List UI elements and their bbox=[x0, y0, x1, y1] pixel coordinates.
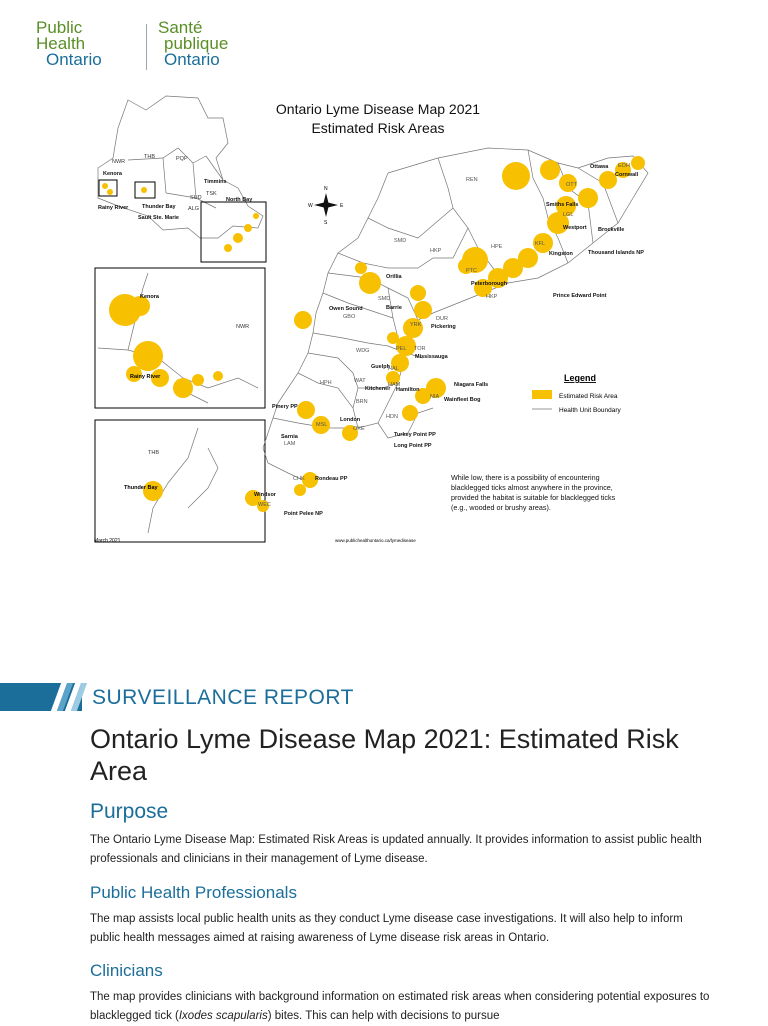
label-ham: HAM bbox=[388, 382, 401, 388]
legend-risk-label: Estimated Risk Area bbox=[559, 393, 618, 400]
purpose-heading: Purpose bbox=[90, 800, 169, 823]
label-hdn: HDN bbox=[386, 414, 398, 420]
label-nwr: NWR bbox=[112, 159, 126, 165]
place-ottawa: Ottawa bbox=[590, 164, 609, 170]
place-guelph: Guelph bbox=[371, 364, 390, 370]
place-barrie: Barrie bbox=[386, 305, 402, 311]
place-pinery: Pinery PP bbox=[272, 404, 298, 410]
place-westport: Westport bbox=[563, 225, 587, 231]
label-hph: HPH bbox=[320, 380, 332, 386]
label-yrk: YRK bbox=[410, 322, 422, 328]
logo-fr-line2: publique bbox=[164, 34, 229, 53]
place-pickering: Pickering bbox=[431, 324, 456, 330]
map-note bbox=[451, 473, 616, 512]
label-lgl: LGL bbox=[563, 212, 574, 218]
purpose-text: The Ontario Lyme Disease Map: Estimated Risk Areas is updated annually. It provides information to assist public health professionals and clinicians in their management of Lyme disease. bbox=[90, 834, 702, 865]
lyme-risk-map bbox=[88, 88, 681, 550]
report-label: SURVEILLANCE REPORT bbox=[92, 686, 354, 709]
place-kitchener: Kitchener bbox=[365, 386, 391, 392]
map-note-line2: blacklegged ticks almost anywhere in the province, bbox=[451, 483, 613, 492]
place-hamilton: Hamilton bbox=[396, 387, 420, 393]
label-oxe: OXE bbox=[353, 426, 365, 432]
label-wat: WAT bbox=[354, 378, 366, 384]
place-sarnia: Sarnia bbox=[281, 434, 298, 440]
label-nwr-inset: NWR bbox=[236, 324, 250, 330]
place-orillia: Orillia bbox=[386, 274, 402, 280]
label-brn: BRN bbox=[356, 399, 368, 405]
logo-divider bbox=[146, 24, 147, 70]
label-gbo: GBO bbox=[343, 314, 356, 320]
place-kingston: Kingston bbox=[549, 251, 573, 257]
label-wdg: WDG bbox=[356, 348, 370, 354]
place-wainfleet-bog: Wainfleet Bog bbox=[444, 397, 481, 403]
logo-fr-line3: Ontario bbox=[164, 50, 220, 69]
place-thousand-islands: Thousand Islands NP bbox=[588, 250, 644, 256]
compass-rose bbox=[308, 186, 344, 226]
label-hpe: HPE bbox=[491, 244, 503, 250]
map-title-line2: Estimated Risk Areas bbox=[311, 120, 445, 136]
place-thunder-bay: Thunder Bay bbox=[124, 485, 158, 491]
compass-n: N bbox=[324, 186, 328, 192]
label-ren: REN bbox=[466, 177, 478, 183]
compass-w: W bbox=[308, 203, 313, 209]
place-point-pelee: Point Pelee NP bbox=[284, 511, 323, 517]
label-lam: LAM bbox=[284, 441, 296, 447]
place-smiths-falls: Smiths Falls bbox=[546, 202, 579, 208]
compass-e: E bbox=[340, 203, 344, 209]
place-sault-small: Sault Ste. Marie bbox=[138, 215, 179, 221]
inset-thunder-bay bbox=[95, 420, 265, 542]
label-tsk: TSK bbox=[206, 191, 217, 197]
label-pel: PEL bbox=[396, 346, 407, 352]
label-ott: OTT bbox=[566, 182, 577, 188]
place-north-bay: North Bay bbox=[226, 197, 253, 203]
label-thb-inset: THB bbox=[148, 450, 159, 456]
clinicians-text bbox=[90, 988, 710, 1026]
label-hal: HAL bbox=[388, 366, 399, 372]
overview-places bbox=[98, 171, 253, 221]
map-title-line1: Ontario Lyme Disease Map 2021 bbox=[275, 101, 481, 117]
label-msl: MSL bbox=[316, 422, 328, 428]
logo-en-line3: Ontario bbox=[46, 50, 102, 69]
map-url: www.publichealthontario.ca/lymedisease bbox=[335, 538, 416, 543]
label-alg: ALG bbox=[188, 206, 200, 212]
place-owen-sound: Owen Sound bbox=[329, 306, 363, 312]
inset-thunder-bay-risk bbox=[143, 481, 163, 501]
place-rainy-river: Rainy River bbox=[130, 374, 161, 380]
place-rainy-river-small: Rainy River bbox=[98, 205, 129, 211]
place-kenora-small: Kenora bbox=[103, 171, 122, 177]
overview-risk bbox=[102, 183, 259, 252]
label-hkp: HKP bbox=[486, 294, 498, 300]
legend-boundary-label: Health Unit Boundary bbox=[559, 407, 621, 414]
logo-english bbox=[36, 20, 102, 68]
logo-fr-line1: Santé bbox=[158, 18, 203, 37]
place-windsor: Windsor bbox=[254, 492, 276, 498]
label-sud: SUD bbox=[190, 195, 202, 201]
compass-s: S bbox=[324, 220, 328, 226]
place-peterborough: Peterborough bbox=[471, 281, 508, 287]
place-cornwall: Cornwall bbox=[615, 172, 639, 178]
place-prince-edward: Prince Edward Point bbox=[553, 293, 607, 299]
label-smd: SMD bbox=[378, 296, 391, 302]
label-chk: CHK bbox=[293, 476, 305, 482]
label-eoh: EOH bbox=[618, 163, 630, 169]
legend-title: Legend bbox=[564, 373, 597, 383]
place-rondeau: Rondeau PP bbox=[315, 476, 348, 482]
logo-en-line1: Public bbox=[36, 18, 83, 37]
public-health-text: The map assists local public health units as they conduct Lyme disease case investigations. It will also help to inform public health messages aimed at raising awareness of Lyme disease risk areas in Ontario. bbox=[90, 913, 683, 944]
label-thb: THB bbox=[144, 154, 155, 160]
pho-logo bbox=[36, 20, 266, 70]
clinicians-text-part1: The map provides clinicians with background information on estimated risk areas when considering potential exposures to blacklegged tick ( bbox=[90, 991, 710, 1022]
map-note-line4: (e.g., wooded or brushy areas). bbox=[451, 503, 551, 512]
public-health-heading: Public Health Professionals bbox=[90, 883, 297, 902]
map-note-line3: provided the habitat is suitable for blacklegged ticks bbox=[451, 493, 616, 502]
place-turkey-point: Turkey Point PP bbox=[394, 432, 436, 438]
place-niagara-falls: Niagara Falls bbox=[454, 382, 489, 388]
clinicians-text-part2: ) bites. This can help with decisions to pursue bbox=[267, 1010, 500, 1022]
label-hkp-north: HKP bbox=[430, 248, 442, 254]
label-wec: WEC bbox=[258, 502, 271, 508]
place-thunder-bay-small: Thunder Bay bbox=[142, 204, 176, 210]
label-pqp: PQP bbox=[176, 156, 188, 162]
place-timmins: Timmins bbox=[204, 179, 227, 185]
main-unit-labels bbox=[258, 163, 630, 508]
map-legend bbox=[532, 373, 622, 414]
label-dur: DUR bbox=[436, 316, 448, 322]
place-long-point: Long Point PP bbox=[394, 443, 432, 449]
overview-inset-box-3 bbox=[201, 202, 266, 262]
label-tor: TOR bbox=[414, 346, 426, 352]
label-nia: NIA bbox=[430, 394, 440, 400]
map-svg bbox=[88, 88, 681, 550]
clinicians-heading: Clinicians bbox=[90, 961, 163, 980]
logo-french bbox=[158, 20, 228, 68]
province-overview bbox=[98, 96, 263, 238]
map-date: March 2021 bbox=[94, 538, 121, 544]
label-ptc: PTC bbox=[466, 268, 477, 274]
main-place-labels bbox=[254, 164, 644, 517]
label-kfl: KFL bbox=[535, 241, 546, 247]
legend-risk-swatch bbox=[532, 390, 552, 399]
map-note-line1: While low, there is a possibility of encountering bbox=[451, 473, 600, 482]
logo-en-line2: Health bbox=[36, 34, 86, 53]
main-map-risk-areas bbox=[245, 156, 645, 512]
label-smd-north: SMD bbox=[394, 238, 407, 244]
place-brockville: Brockville bbox=[598, 227, 625, 233]
clinicians-text-species: Ixodes scapularis bbox=[178, 1010, 268, 1022]
place-mississauga: Mississauga bbox=[415, 354, 448, 360]
place-london: London bbox=[340, 417, 361, 423]
document-title: Ontario Lyme Disease Map 2021: Estimated Risk Area bbox=[90, 724, 679, 786]
overview-outline bbox=[98, 96, 263, 238]
place-kenora: Kenora bbox=[140, 294, 159, 300]
